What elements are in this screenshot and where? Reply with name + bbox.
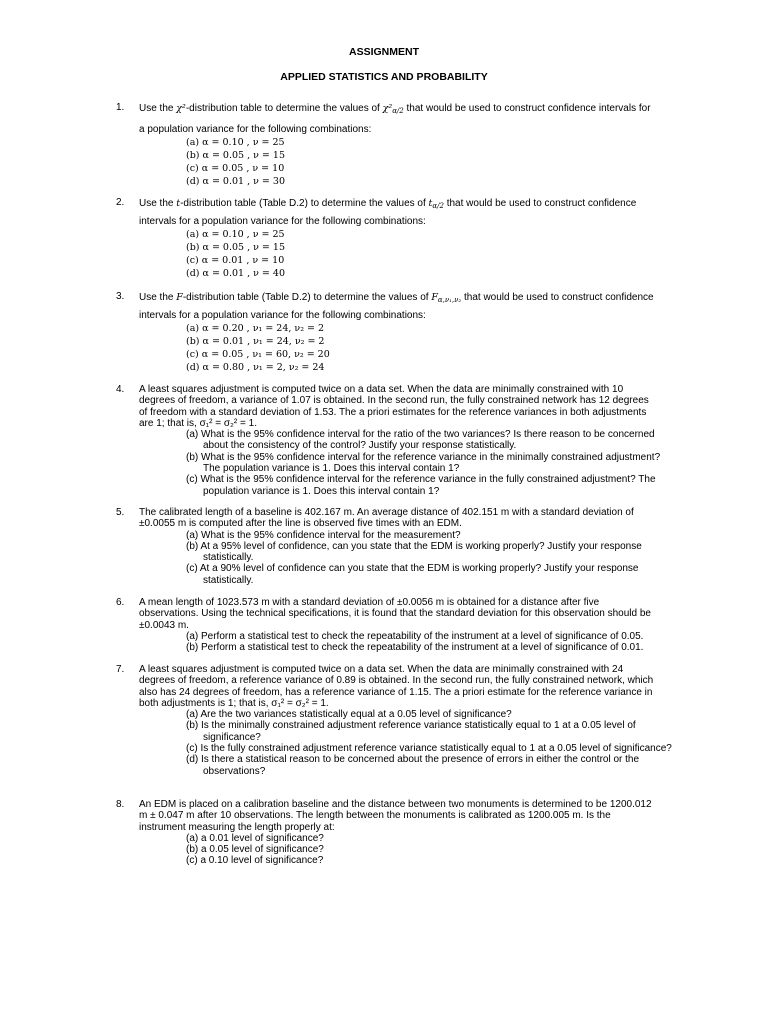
question-text-line: A least squares adjustment is computed twice on a data set. When the data are minimally constrained with 10 xyxy=(139,384,624,395)
list-item: (a) What is the 95% confidence interval for the ratio of the two variances? Is there reason to be concerned about the consistency of the control? Justify your response statistically. xyxy=(186,429,655,452)
question-text-line: ±0.0043 m. xyxy=(139,619,189,631)
list-item: (c) α = 0.05 , ν₁ = 60, ν₂ = 20 xyxy=(186,349,330,360)
question-text-line: instrument measuring the length properly at: xyxy=(139,821,335,833)
list-item: (a) What is the 95% confidence interval for the measurement? xyxy=(186,529,461,541)
question-text-line: observations. Using the technical specifications, it is found that the standard deviation for this observation should be xyxy=(139,608,651,620)
question-text-line: also has 24 degrees of freedom, has a reference variance of 1.15. The a priori estimate for the reference variance in xyxy=(139,686,653,698)
question-number: 1. xyxy=(116,102,125,113)
question-text-line2: intervals for a population variance for the following combinations: xyxy=(139,216,426,227)
list-item: (b) What is the 95% confidence interval for the reference variance in the minimally constrained adjustment? The population variance is 1. Does this interval contain 1? xyxy=(186,451,661,475)
question-text-line: A least squares adjustment is computed twice on a data set. When the data are minimally constrained with 24 xyxy=(139,664,624,675)
question-text-line2: intervals for a population variance for the following combinations: xyxy=(139,310,426,321)
question-text-line: of freedom with a standard deviation of 1.53. The a priori estimates for the reference variances in both adjustments xyxy=(139,406,647,418)
question-text-line: degrees of freedom, a variance of 1.07 is obtained. In the second run, the fully constrained network has 12 degrees xyxy=(139,395,649,407)
question-text: Use the χ²-distribution table to determine the values of $\chi^2_{\alpha/2}$ that would be used to construct confidence intervals for xyxy=(139,103,651,115)
list-item: (c) a 0.10 level of significance? xyxy=(186,855,324,867)
list-item: (a) Are the two variances statistically equal at a 0.05 level of significance? xyxy=(186,709,512,721)
list-item: (b) a 0.05 level of significance? xyxy=(186,844,324,856)
list-item: (b) Is the minimally constrained adjustment reference variance statistically equal to 1 at a 0.05 level of significance? xyxy=(186,720,636,743)
list-item: (a) a 0.01 level of significance? xyxy=(186,832,324,844)
question-number: 5. xyxy=(116,507,125,518)
question-text-line: A mean length of 1023.573 m with a standard deviation of ±0.0056 m is obtained for a distance after five xyxy=(139,597,600,608)
question-number: 7. xyxy=(116,664,125,675)
list-item: (c) α = 0.01 , ν = 10 xyxy=(186,255,285,266)
list-item: (d) α = 0.80 , ν₁ = 2, ν₂ = 24 xyxy=(186,362,325,373)
question-number: 6. xyxy=(116,597,125,608)
question-text-line: An EDM is placed on a calibration baseline and the distance between two monuments is determined to be 1200.012 xyxy=(139,799,652,810)
question-text-line: are 1; that is, σ₁² = σ₂² = 1. xyxy=(139,417,257,429)
list-item: (a) α = 0.20 , ν₁ = 24, ν₂ = 2 xyxy=(186,323,325,334)
list-item: (d) α = 0.01 , ν = 40 xyxy=(186,268,286,279)
list-item: (b) α = 0.01 , ν₁ = 24, ν₂ = 2 xyxy=(186,336,325,347)
question-text-line: both adjustments is 1; that is, σ₁² = σ₂² = 1. xyxy=(139,697,329,709)
list-item: (b) α = 0.05 , ν = 15 xyxy=(186,150,286,161)
question-text-line: The calibrated length of a baseline is 402.167 m. An average distance of 402.151 m with a standard deviation of xyxy=(139,507,634,518)
question-number: 4. xyxy=(116,384,125,395)
question-text-line: m ± 0.047 m after 10 observations. The length between the monuments is calibrated as 1200.005 m. Is the xyxy=(139,810,611,822)
question-text-line2: a population variance for the following combinations: xyxy=(139,124,372,135)
question-number: 3. xyxy=(116,291,125,302)
question-text-line: ±0.0055 m is computed after the line is observed five times with an EDM. xyxy=(139,518,462,530)
question-text-line: degrees of freedom, a reference variance of 0.89 is obtained. In the second run, the fully constrained network, which xyxy=(139,675,654,687)
list-item: (b) Perform a statistical test to check the repeatability of the instrument at a level of significance of 0.01. xyxy=(186,642,644,654)
list-item: (a) α = 0.10 , ν = 25 xyxy=(186,229,285,240)
question-text: Use the t-distribution table (Table D.2) to determine the values of $t_{\alpha/2}$ that would be used to construct confidence xyxy=(139,198,637,210)
list-item: (d) α = 0.01 , ν = 30 xyxy=(186,176,286,187)
question-text: Use the F-distribution table (Table D.2) to determine the values of $F_{\alpha,\nu_1,\nu_2}$ that would be used to construct confidence xyxy=(139,292,654,304)
list-item: (c) α = 0.05 , ν = 10 xyxy=(186,163,285,174)
question-number: 2. xyxy=(116,197,125,208)
list-item: (b) At a 95% level of confidence, can you state that the EDM is working properly? Justify your response statistically. xyxy=(186,540,642,564)
list-item: (c) What is the 95% confidence interval for the reference variance in the fully constrained adjustment? The population variance is 1. Does this interval contain 1? xyxy=(186,474,656,497)
list-item: (a) α = 0.10 , ν = 25 xyxy=(186,137,285,148)
question-number: 8. xyxy=(116,799,125,810)
list-item: (c) Is the fully constrained adjustment reference variance statistically equal to 1 at a 0.05 level of significance? xyxy=(186,743,672,755)
list-item: (a) Perform a statistical test to check the repeatability of the instrument at a level of significance of 0.05. xyxy=(186,630,644,642)
page-subtitle: APPLIED STATISTICS AND PROBABILITY xyxy=(280,71,488,83)
list-item: (b) α = 0.05 , ν = 15 xyxy=(186,242,286,253)
list-item: (d) Is there a statistical reason to be concerned about the presence of errors in either the control or the observations? xyxy=(186,754,640,777)
page-title: ASSIGNMENT xyxy=(348,46,419,58)
list-item: (c) At a 90% level of confidence can you state that the EDM is working properly? Justify your response statistically. xyxy=(186,563,639,586)
